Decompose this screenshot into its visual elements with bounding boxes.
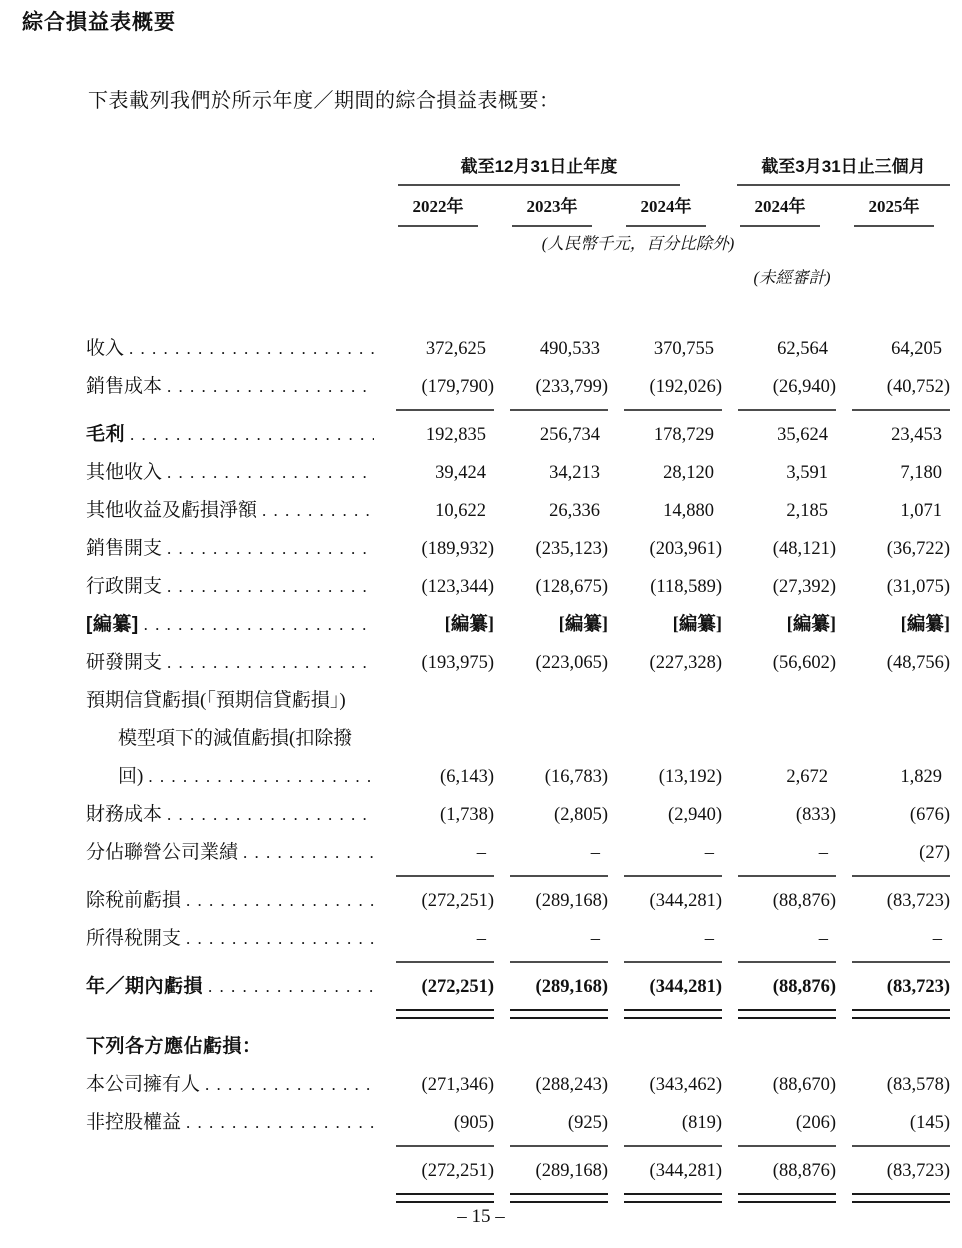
page-number: – 15 –	[457, 1206, 505, 1227]
single-rule	[852, 958, 950, 963]
table-row	[86, 682, 950, 796]
single-rule	[738, 406, 836, 411]
cell-value: (289,168)	[535, 977, 608, 997]
row-label-cell	[86, 644, 380, 682]
cell-value: –	[590, 929, 600, 949]
label-column-spacer	[86, 406, 380, 416]
cell-value: (271,346)	[421, 1075, 494, 1095]
rule-cell	[722, 1006, 836, 1020]
row-label-cell	[86, 530, 380, 568]
label-column-spacer	[86, 1190, 380, 1204]
row-label: 下列各方應佔虧損：	[86, 1036, 262, 1057]
row-label: 模型項下的減值虧損(扣除撥	[118, 728, 353, 749]
column-header	[380, 192, 494, 227]
rule-cell	[836, 406, 950, 416]
cell-value: (179,790)	[421, 377, 494, 397]
unit-note: (人民幣千元，百分比除外)	[541, 234, 735, 253]
rule-row	[86, 958, 950, 968]
cell-value: (2,940)	[668, 805, 722, 825]
cell-value: (26,940)	[772, 377, 836, 397]
double-rule	[738, 1193, 836, 1203]
cell-value: (223,065)	[535, 653, 608, 673]
table-row	[86, 834, 950, 872]
table-row	[86, 920, 950, 958]
cell-value: (289,168)	[535, 891, 608, 911]
cell-value: 35,624	[777, 425, 828, 445]
cell-value: (289,168)	[535, 1161, 608, 1181]
cell-value: 23,453	[891, 425, 942, 445]
row-label: 收入	[86, 338, 125, 359]
row-label: 除稅前虧損	[86, 890, 182, 911]
rule-cell	[380, 872, 494, 882]
rule-row	[86, 1190, 950, 1204]
cell-value: [編纂]	[558, 615, 608, 635]
table-row	[86, 1066, 950, 1104]
row-label: 研發開支	[86, 652, 163, 673]
cell-value: –	[704, 929, 714, 949]
table-row	[86, 492, 950, 530]
cell-value: 2,672	[786, 767, 828, 787]
dot-leader	[167, 530, 374, 568]
cell-value: 2,185	[786, 501, 828, 521]
single-rule	[510, 1142, 608, 1147]
rule-row	[86, 1006, 950, 1020]
row-label: 預期信貸虧損(「預期信貸虧損」)	[86, 690, 346, 711]
cell-value: (16,783)	[544, 767, 608, 787]
row-label-cell	[86, 1066, 380, 1104]
single-rule	[624, 958, 722, 963]
column-group-quarterly	[722, 152, 950, 186]
row-label-cell	[86, 920, 380, 958]
rule-cell	[608, 1142, 722, 1152]
row-label-cell	[86, 1028, 380, 1066]
cell-value: (233,799)	[535, 377, 608, 397]
cell-value: [編纂]	[672, 615, 722, 635]
rule-cell	[836, 958, 950, 968]
cell-value: (819)	[681, 1113, 722, 1133]
rule-cell	[380, 406, 494, 416]
cell-value: [編纂]	[786, 615, 836, 635]
column-group-quarterly-label: 截至3月31日止三個月	[737, 152, 950, 186]
audit-note: (未經審計)	[753, 268, 831, 287]
table-row	[86, 568, 950, 606]
single-rule	[396, 406, 494, 411]
double-rule	[624, 1009, 722, 1019]
dot-leader	[167, 796, 374, 834]
column-group-row	[86, 152, 950, 186]
column-header-label: 2024年	[740, 192, 820, 227]
rule-cell	[608, 1006, 722, 1020]
cell-value: (1,738)	[440, 805, 494, 825]
cell-value: 64,205	[891, 339, 942, 359]
table-row	[86, 454, 950, 492]
row-label: 年／期內虧損	[86, 976, 204, 997]
cell-value: (83,723)	[886, 891, 950, 911]
dot-leader	[205, 1066, 374, 1104]
table-row	[86, 644, 950, 682]
cell-value: –	[590, 843, 600, 863]
cell-value: (128,675)	[535, 577, 608, 597]
single-rule	[624, 406, 722, 411]
rule-cell	[836, 1190, 950, 1204]
table-row	[86, 416, 950, 454]
rule-cell	[380, 1190, 494, 1204]
double-rule	[510, 1193, 608, 1203]
row-label: 銷售開支	[86, 538, 163, 559]
cell-value: (83,723)	[886, 977, 950, 997]
cell-value: –	[932, 929, 942, 949]
cell-value: (676)	[909, 805, 950, 825]
dot-leader	[148, 758, 374, 796]
column-header-label: 2024年	[626, 192, 706, 227]
cell-value: –	[704, 843, 714, 863]
cell-value: (288,243)	[535, 1075, 608, 1095]
table-row	[86, 796, 950, 834]
cell-value: –	[818, 843, 828, 863]
single-rule	[852, 406, 950, 411]
double-rule	[852, 1009, 950, 1019]
cell-value: [編纂]	[444, 615, 494, 635]
dot-leader	[167, 454, 374, 492]
cell-value: –	[818, 929, 828, 949]
rule-cell	[722, 1190, 836, 1204]
row-label-cell	[86, 330, 380, 368]
row-label: 分佔聯營公司業績	[86, 842, 239, 863]
row-label-cell	[86, 882, 380, 920]
cell-value: (235,123)	[535, 539, 608, 559]
cell-value: (40,752)	[886, 377, 950, 397]
row-label-cell	[86, 1104, 380, 1142]
row-label: 所得稅開支	[86, 928, 182, 949]
label-column-spacer	[86, 192, 380, 227]
rule-cell	[608, 406, 722, 416]
table-row	[86, 606, 950, 644]
rule-cell	[494, 872, 608, 882]
row-label-line	[86, 758, 380, 796]
cell-value: (88,670)	[772, 1075, 836, 1095]
table-row	[86, 530, 950, 568]
double-rule	[738, 1009, 836, 1019]
cell-value: 192,835	[425, 425, 486, 445]
column-header	[608, 192, 722, 227]
dot-leader	[208, 968, 374, 1006]
cell-value: (48,756)	[886, 653, 950, 673]
table-row	[86, 1152, 950, 1190]
rule-cell	[608, 1190, 722, 1204]
cell-value: (192,026)	[649, 377, 722, 397]
dot-leader	[144, 606, 374, 644]
cell-value: [編纂]	[900, 615, 950, 635]
cell-value: 1,071	[900, 501, 942, 521]
cell-value: (145)	[909, 1113, 950, 1133]
cell-value: (272,251)	[421, 1161, 494, 1181]
single-rule	[624, 1142, 722, 1147]
double-rule	[624, 1193, 722, 1203]
row-label: 本公司擁有人	[86, 1074, 201, 1095]
cell-value: (56,602)	[772, 653, 836, 673]
column-header-label: 2023年	[512, 192, 592, 227]
cell-value: (343,462)	[649, 1075, 722, 1095]
cell-value: (193,975)	[421, 653, 494, 673]
rule-cell	[722, 958, 836, 968]
row-label-cell	[86, 368, 380, 406]
cell-value: 178,729	[653, 425, 714, 445]
column-group-annual-label: 截至12月31日止年度	[398, 152, 680, 186]
rule-cell	[722, 406, 836, 416]
dot-leader	[186, 920, 374, 958]
cell-value: (206)	[795, 1113, 836, 1133]
row-label: 其他收益及虧損淨額	[86, 500, 258, 521]
column-header	[836, 192, 950, 227]
cell-value: 372,625	[425, 339, 486, 359]
rule-cell	[380, 958, 494, 968]
cell-value: (227,328)	[649, 653, 722, 673]
single-rule	[738, 1142, 836, 1147]
cell-value: 1,829	[900, 767, 942, 787]
rule-cell	[494, 1006, 608, 1020]
column-header	[722, 192, 836, 227]
cell-value: 62,564	[777, 339, 828, 359]
cell-value: (905)	[453, 1113, 494, 1133]
double-rule	[396, 1009, 494, 1019]
row-label: 非控股權益	[86, 1112, 182, 1133]
label-column-spacer	[86, 152, 380, 186]
financial-table	[86, 152, 950, 1204]
cell-value: (27,392)	[772, 577, 836, 597]
cell-value: 3,591	[786, 463, 828, 483]
cell-value: (123,344)	[421, 577, 494, 597]
row-label-cell	[86, 416, 380, 454]
dot-leader	[129, 330, 374, 368]
single-rule	[852, 872, 950, 877]
table-header	[86, 152, 950, 297]
dot-leader	[243, 834, 374, 872]
cell-value: (833)	[795, 805, 836, 825]
single-rule	[738, 958, 836, 963]
rule-row	[86, 872, 950, 882]
cell-value: (203,961)	[649, 539, 722, 559]
cell-value: 7,180	[900, 463, 942, 483]
cell-value: 10,622	[435, 501, 486, 521]
cell-value: (27)	[919, 843, 950, 863]
cell-value: –	[476, 929, 486, 949]
cell-value: (344,281)	[649, 1161, 722, 1181]
single-rule	[396, 872, 494, 877]
cell-value: (88,876)	[772, 1161, 836, 1181]
row-label: 毛利	[86, 424, 126, 445]
cell-value: (925)	[567, 1113, 608, 1133]
row-label-cell	[86, 682, 380, 796]
cell-value: 26,336	[549, 501, 600, 521]
single-rule	[510, 958, 608, 963]
cell-value: (48,121)	[772, 539, 836, 559]
label-column-spacer	[86, 958, 380, 968]
cell-value: (344,281)	[649, 977, 722, 997]
cell-value: (2,805)	[554, 805, 608, 825]
rule-cell	[380, 1006, 494, 1020]
column-header-label: 2025年	[854, 192, 934, 227]
row-label-cell	[86, 796, 380, 834]
cell-value: (36,722)	[886, 539, 950, 559]
row-label-line	[86, 720, 380, 758]
single-rule	[510, 872, 608, 877]
cell-value: 14,880	[663, 501, 714, 521]
dot-leader	[167, 568, 374, 606]
cell-value: (88,876)	[772, 977, 836, 997]
single-rule	[396, 1142, 494, 1147]
rule-cell	[380, 1142, 494, 1152]
rule-cell	[608, 958, 722, 968]
rule-cell	[836, 1142, 950, 1152]
row-label: 行政開支	[86, 576, 163, 597]
table-row	[86, 1104, 950, 1142]
year-header-row	[86, 192, 950, 227]
cell-value: –	[476, 843, 486, 863]
row-label-cell	[86, 568, 380, 606]
table-row	[86, 882, 950, 920]
table-row	[86, 368, 950, 406]
rule-cell	[836, 1006, 950, 1020]
row-label: 銷售成本	[86, 376, 163, 397]
column-header-label: 2022年	[398, 192, 478, 227]
rule-cell	[494, 1190, 608, 1204]
page-title: 綜合損益表概要	[22, 11, 176, 34]
intro-paragraph: 下表載列我們於所示年度／期間的綜合損益表概要：	[88, 90, 560, 112]
section-heading-row	[86, 1028, 950, 1066]
dot-leader	[130, 416, 374, 454]
rule-cell	[722, 872, 836, 882]
rule-row	[86, 1142, 950, 1152]
row-label-cell	[86, 968, 380, 1006]
row-label-cell	[86, 454, 380, 492]
dot-leader	[167, 644, 374, 682]
rule-cell	[608, 872, 722, 882]
row-label-cell	[86, 606, 380, 644]
single-rule	[396, 958, 494, 963]
cell-value: (189,932)	[421, 539, 494, 559]
table-row	[86, 330, 950, 368]
rule-cell	[494, 406, 608, 416]
cell-value: (88,876)	[772, 891, 836, 911]
cell-value: 256,734	[539, 425, 600, 445]
single-rule	[738, 872, 836, 877]
double-rule	[510, 1009, 608, 1019]
table-body	[86, 330, 950, 1204]
cell-value: (83,723)	[886, 1161, 950, 1181]
single-rule	[510, 406, 608, 411]
dot-leader	[186, 1104, 374, 1142]
cell-value: (13,192)	[658, 767, 722, 787]
cell-value: 28,120	[663, 463, 714, 483]
double-rule	[852, 1193, 950, 1203]
cell-value: 370,755	[653, 339, 714, 359]
rule-cell	[722, 1142, 836, 1152]
column-header	[494, 192, 608, 227]
row-label: 財務成本	[86, 804, 163, 825]
cell-value: 39,424	[435, 463, 486, 483]
label-column-spacer	[86, 1142, 380, 1152]
rule-cell	[494, 1142, 608, 1152]
rule-cell	[494, 958, 608, 968]
cell-value: (272,251)	[421, 977, 494, 997]
label-column-spacer	[86, 1006, 380, 1020]
row-label-cell	[86, 492, 380, 530]
cell-value: (272,251)	[421, 891, 494, 911]
cell-value: (118,589)	[650, 577, 722, 597]
single-rule	[852, 1142, 950, 1147]
row-label: 回)	[118, 766, 144, 787]
row-label: [編纂]	[86, 614, 139, 635]
cell-value: (6,143)	[440, 767, 494, 787]
row-label-cell	[86, 834, 380, 872]
column-group-annual	[380, 152, 722, 186]
dot-leader	[262, 492, 374, 530]
cell-value: (31,075)	[886, 577, 950, 597]
single-rule	[624, 872, 722, 877]
row-label: 其他收入	[86, 462, 163, 483]
dot-leader	[186, 882, 374, 920]
cell-value: (83,578)	[886, 1075, 950, 1095]
row-label-line	[86, 682, 380, 720]
cell-value: 490,533	[539, 339, 600, 359]
table-row	[86, 968, 950, 1006]
double-rule	[396, 1193, 494, 1203]
cell-value: 34,213	[549, 463, 600, 483]
label-column-spacer	[86, 872, 380, 882]
rule-row	[86, 406, 950, 416]
dot-leader	[167, 368, 374, 406]
rule-cell	[836, 872, 950, 882]
cell-value: (344,281)	[649, 891, 722, 911]
